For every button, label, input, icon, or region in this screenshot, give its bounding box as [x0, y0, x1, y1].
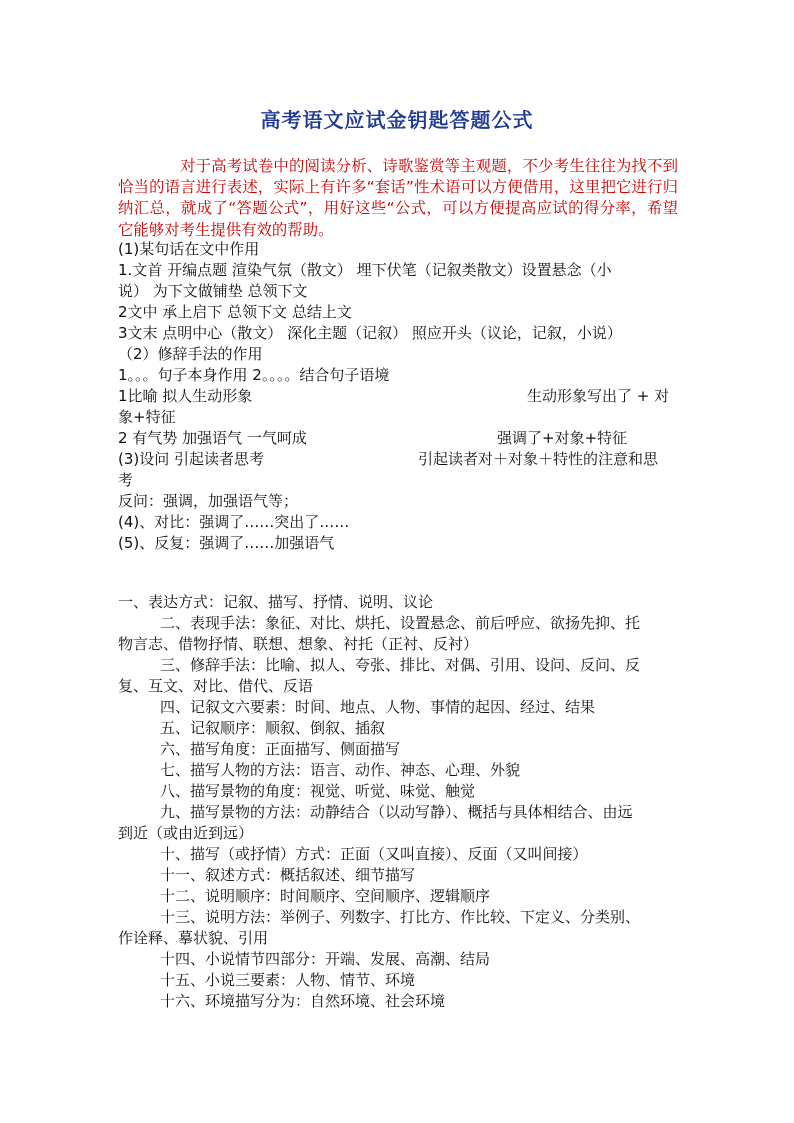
text-line: 反问：强调，加强语气等；	[118, 492, 299, 510]
term-line: 四、记叙文六要素：时间、地点、人物、事情的起因、经过、结果	[160, 698, 596, 716]
term-line: 十、描写（或抒情）方式：正面（又叫直接）、反面（又叫间接）	[160, 845, 588, 863]
text-line: 生动形象写出了 + 对	[527, 387, 670, 405]
term-line: 五、记叙顺序：顺叙、倒叙、插叙	[160, 719, 386, 737]
term-line: 到近（或由近到远）	[118, 824, 254, 842]
term-line: 作诠释、摹状貌、引用	[118, 929, 269, 947]
term-line: 物言志、借物抒情、联想、想象、衬托（正衬、反衬）	[118, 635, 479, 653]
term-line: 十二、说明顺序：时间顺序、空间顺序、逻辑顺序	[160, 887, 491, 905]
term-line: 十四、小说情节四部分：开端、发展、高潮、结局	[160, 950, 491, 968]
text-line: 考	[118, 471, 134, 489]
term-line: 六、描写角度：正面描写、侧面描写	[160, 740, 401, 758]
term-line: 三、修辞手法：比喻、拟人、夸张、排比、对偶、引用、设问、反问、反	[160, 656, 641, 674]
text-line: 强调了+对象+特征	[497, 429, 628, 447]
term-line: 二、表现手法：象征、对比、烘托、设置悬念、前后呼应、欲扬先抑、托	[160, 614, 641, 632]
text-line: 象+特征	[118, 408, 176, 426]
intro-paragraph: 对于高考试卷中的阅读分析、诗歌鉴赏等主观题，不少考生往往为找不到恰当的语言进行表述，实际上有许多“套话”性术语可以方便借用，这里把它进行归纳汇总，就成了“答题公式”，用好这些“公式，可以方便提高应试的得分率，希望它能够对考生提供有效的帮助。	[118, 157, 678, 239]
text-line: 2 有气势 加强语气 一气呵成	[118, 429, 307, 447]
text-line: (4)、对比：强调了……突出了……	[118, 513, 350, 531]
term-line: 一、表达方式：记叙、描写、抒情、说明、议论	[118, 593, 434, 611]
text-line: (3)设问 引起读者思考	[118, 450, 265, 468]
text-line: 3文末 点明中心（散文） 深化主题（记叙） 照应开头（议论，记叙，小说）	[118, 324, 622, 342]
term-line: 九、描写景物的方法：动静结合（以动写静）、概括与具体相结合、由远	[160, 803, 633, 821]
section-heading-rhetoric: （2）修辞手法的作用	[118, 345, 263, 363]
term-line: 八、描写景物的角度：视觉、听觉、味觉、触觉	[160, 782, 476, 800]
term-line: 十六、环境描写分为：自然环境、社会环境	[160, 992, 446, 1010]
term-line: 七、描写人物的方法：语言、动作、神态、心理、外貌	[160, 761, 521, 779]
text-line: 2文中 承上启下 总领下文 总结上文	[118, 303, 352, 321]
text-line: (5)、反复：强调了……加强语气	[118, 534, 335, 552]
term-line: 十三、说明方法：举例子、列数字、打比方、作比较、下定义、分类别、	[160, 908, 641, 926]
term-line: 十五、小说三要素：人物、情节、环境	[160, 971, 416, 989]
section-heading-sentence-role: (1)某句话在文中作用	[118, 240, 260, 258]
text-line: 1。。。句子本身作用 2。。。。结合句子语境	[118, 366, 390, 384]
text-line: 引起读者对＋对象＋特性的注意和思	[418, 450, 659, 468]
term-line: 复、互文、对比、借代、反语	[118, 677, 314, 695]
text-line: 1.文首 开编点题 渲染气氛（散文） 埋下伏笔（记叙类散文）设置悬念（小	[118, 261, 612, 279]
document-title: 高考语文应试金钥匙答题公式	[260, 108, 534, 132]
term-line: 十一、叙述方式：概括叙述、细节描写	[160, 866, 416, 884]
text-line: 1比喻 拟人生动形象	[118, 387, 253, 405]
text-line: 说） 为下文做铺垫 总领下文	[118, 282, 308, 300]
